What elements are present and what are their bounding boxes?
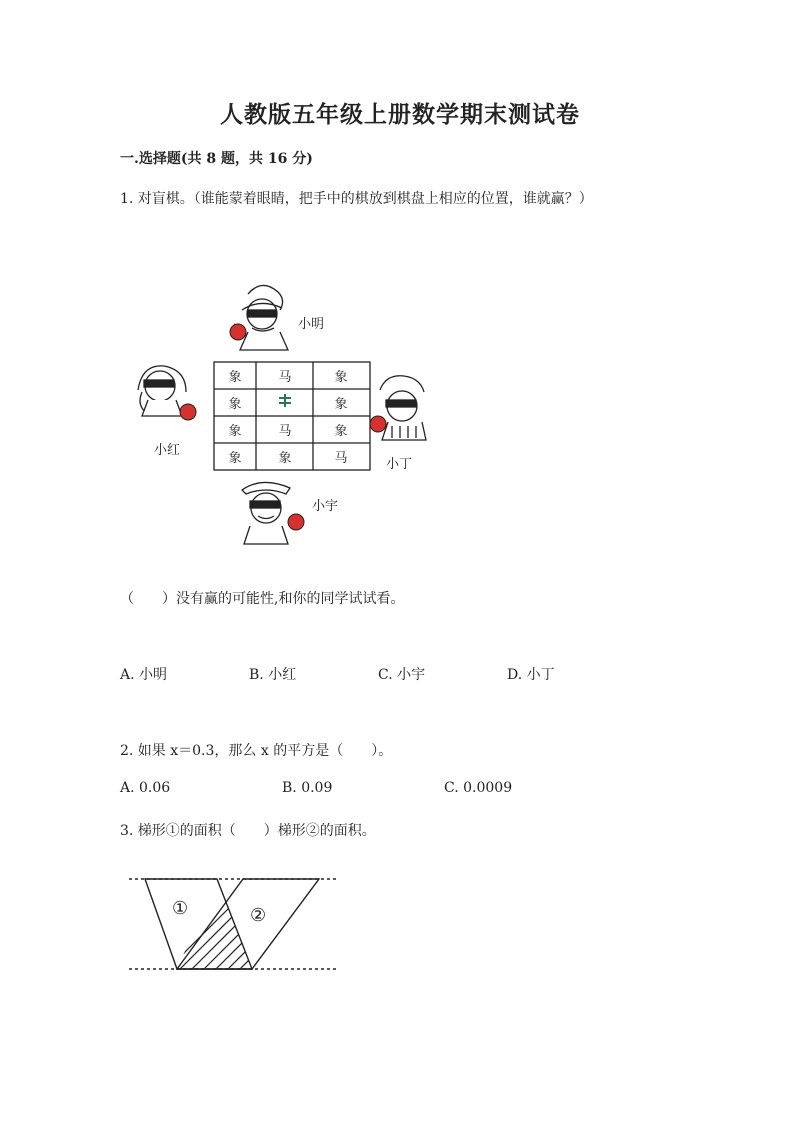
- red-piece-left: [180, 404, 196, 420]
- grid-cell: 象: [228, 397, 242, 412]
- q2-option-a[interactable]: A. 0.06: [120, 780, 171, 796]
- grid-cell: 象: [228, 370, 242, 385]
- q1-option-c[interactable]: C. 小宇: [378, 667, 426, 683]
- name-bottom: 小宇: [312, 499, 339, 514]
- q1-option-b[interactable]: B. 小红: [249, 667, 297, 683]
- name-right: 小丁: [386, 457, 413, 472]
- child-right-figure: [380, 376, 426, 440]
- trapezoid-1: [145, 879, 252, 969]
- question-1-stem: （ ）没有赢的可能性,和你的同学试试看。: [120, 591, 405, 607]
- grid-cell: 马: [278, 424, 292, 439]
- child-left-figure: [138, 366, 186, 416]
- question-1-text: 1. 对盲棋。（谁能蒙着眼睛，把手中的棋放到棋盘上相应的位置，谁就赢？）: [120, 191, 593, 207]
- name-top: 小明: [298, 317, 325, 332]
- q1-option-d[interactable]: D. 小丁: [507, 667, 555, 683]
- grid-cell: 象: [334, 424, 348, 439]
- grid-cell: 象: [334, 397, 348, 412]
- trapezoid-1-label: ①: [172, 898, 189, 919]
- grid-cell: 象: [228, 424, 242, 439]
- red-piece-bottom: [288, 514, 304, 530]
- blind-chess-figure: [130, 282, 450, 552]
- name-left: 小红: [154, 443, 181, 458]
- q1-option-a[interactable]: A. 小明: [120, 667, 168, 683]
- trapezoid-2: [177, 879, 319, 969]
- red-piece-top: [230, 324, 246, 340]
- child-top-figure: [234, 285, 288, 350]
- question-3-text: 3. 梯形①的面积（ ）梯形②的面积。: [120, 823, 376, 839]
- q2-option-c[interactable]: C. 0.0009: [444, 780, 513, 796]
- grid-cell: 象: [334, 370, 348, 385]
- grid-cell: 马: [278, 370, 292, 385]
- page-title: 人教版五年级上册数学期末测试卷: [220, 101, 580, 128]
- trapezoid-figure: [125, 872, 355, 982]
- grid-cell: 马: [334, 451, 348, 466]
- child-bottom-figure: [242, 482, 290, 544]
- grid-cell: 象: [278, 451, 292, 466]
- trapezoid-2-label: ②: [250, 905, 267, 926]
- grid-cell: 象: [228, 451, 242, 466]
- q2-option-b[interactable]: B. 0.09: [282, 780, 333, 796]
- question-2-text: 2. 如果 x＝0.3，那么 x 的平方是（ ）。: [120, 743, 393, 759]
- section-heading: 一.选择题(共 8 题，共 16 分): [120, 151, 313, 167]
- red-piece-right: [370, 416, 386, 432]
